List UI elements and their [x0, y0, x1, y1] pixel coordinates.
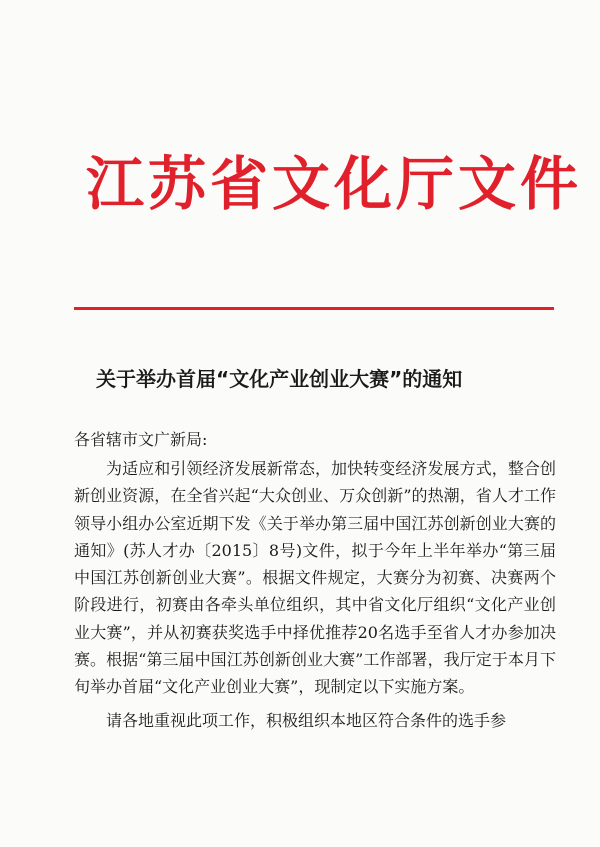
body-paragraph-1: 为适应和引领经济发展新常态，加快转变经济发展方式，整合创新创业资源，在全省兴起“大众创业、万众创新”的热潮，省人才工作领导小组办公室近期下发《关于举办第三届中国江苏创新创业大赛的通知》(苏人才办〔2015〕8号)文件，拟于今年上半年举办“第三届中国江苏创新创业大赛”。根据文件规定，大赛分为初赛、决赛两个阶段进行，初赛由各牵头单位组织，其中省文化厅组织“文化产业创业大赛”，并从初赛获奖选手中择优推荐20名选手至省人才办参加决赛。根据“第三届中国江苏创新创业大赛”工作部署，我厅定于本月下旬举办首届“文化产业创业大赛”，现制定以下实施方案。: [74, 459, 556, 697]
body-paragraph-2: 请各地重视此项工作，积极组织本地区符合条件的选手参: [106, 710, 507, 730]
notice-title: 关于举办首届“文化产业创业大赛”的通知: [96, 367, 463, 391]
body-text: [74, 455, 556, 734]
red-divider-line: [74, 307, 554, 310]
salutation: 各省辖市文广新局:: [74, 430, 208, 449]
document-header-title: 江苏省文化厅文件: [86, 150, 583, 218]
